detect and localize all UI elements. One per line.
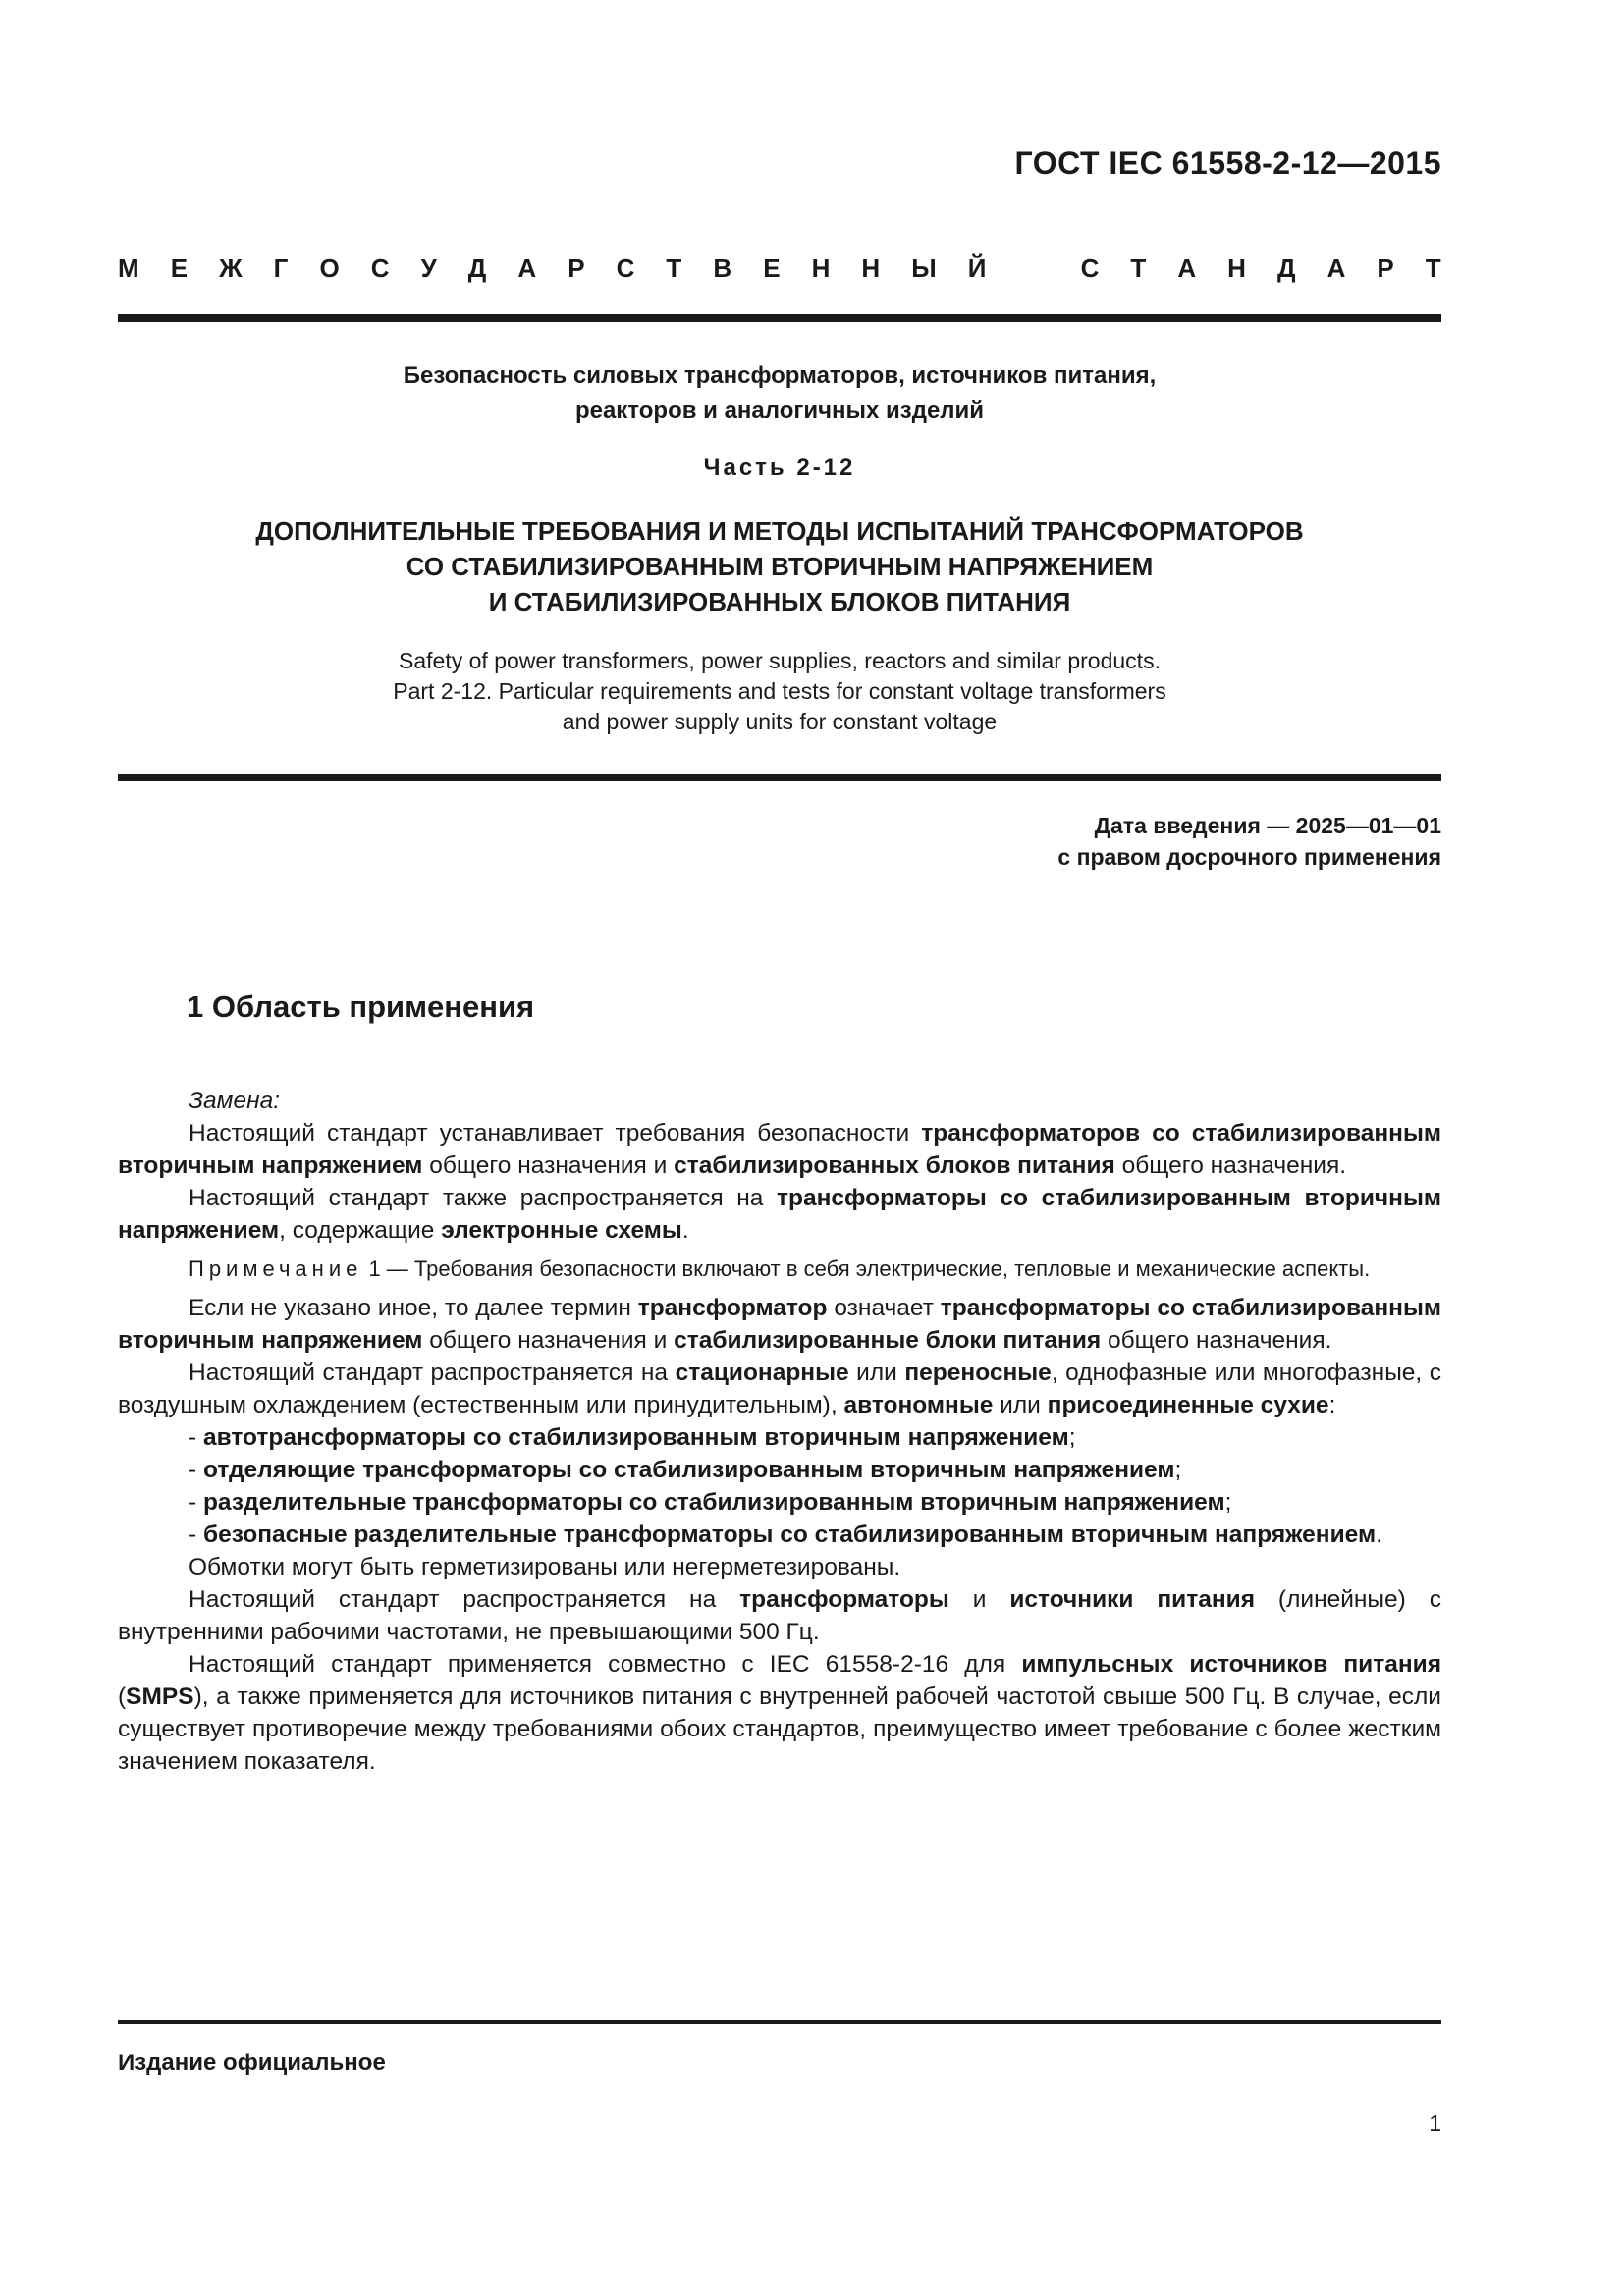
heading-letter: А: [1326, 253, 1346, 283]
heading-letter: Е: [170, 253, 189, 283]
paragraph: Обмотки могут быть герметизированы или негерметезированы.: [189, 1554, 901, 1580]
russian-title-line: реакторов и аналогичных изделий: [574, 398, 985, 424]
list-item: - отделяющие трансформаторы со стабилизированным вторичным напряжением;: [189, 1457, 1182, 1483]
heading-letter: У: [420, 253, 437, 283]
heading-letter: Н: [861, 253, 881, 283]
heading-letter: Ж: [219, 253, 243, 283]
interstate-standard-heading: [118, 253, 1441, 284]
note-label: Примечание: [189, 1256, 363, 1281]
section-heading: 1 Область применения: [187, 989, 535, 1024]
date-line: Дата введения — 2025—01—01: [1094, 813, 1441, 838]
paragraph: Настоящий стандарт устанавливает требования безопасности трансформаторов со стабилизированным вторичным напряжением общего назначения и стабилизированных блоков питания общего назначения.: [118, 1120, 1442, 1179]
replace-label: Замена:: [189, 1088, 280, 1114]
heading-letter: Р: [568, 253, 585, 283]
note: Примечание 1 — Требования безопасности включают в себя электрические, тепловые и механические аспекты.: [189, 1256, 1371, 1281]
russian-title: [118, 358, 1441, 429]
list-item: - автотрансформаторы со стабилизированным вторичным напряжением;: [189, 1424, 1076, 1451]
list-item: - разделительные трансформаторы со стабилизированным вторичным напряжением;: [189, 1489, 1232, 1516]
heading-letter: А: [517, 253, 537, 283]
page-number: 1: [1429, 2110, 1441, 2136]
heading-letter: Ы: [911, 253, 937, 283]
heading-letter: Т: [1425, 253, 1441, 283]
body-text: [118, 1085, 1441, 1778]
main-title: [118, 513, 1441, 619]
main-title-line: ДОПОЛНИТЕЛЬНЫЕ ТРЕБОВАНИЯ И МЕТОДЫ ИСПЫТАНИЙ ТРАНСФОРМАТОРОВ: [255, 516, 1304, 546]
official-edition-label: Издание официальное: [118, 2050, 386, 2076]
heading-letter: Т: [1130, 253, 1147, 283]
paragraph: Настоящий стандарт распространяется на трансформаторы и источники питания (линейные) с внутренними рабочими частотами, не превышающими 500 Гц.: [118, 1586, 1441, 1645]
standard-code: ГОСТ IEC 61558-2-12—2015: [1014, 145, 1441, 181]
date-line: с правом досрочного применения: [1057, 844, 1441, 870]
title-rule: [118, 774, 1441, 781]
main-title-line: И СТАБИЛИЗИРОВАННЫХ БЛОКОВ ПИТАНИЯ: [488, 587, 1071, 616]
header-rule: [118, 314, 1441, 322]
paragraph: Настоящий стандарт также распространяется на трансформаторы со стабилизированным вторичным напряжением, содержащие электронные схемы.: [118, 1185, 1441, 1244]
english-title-line: and power supply units for constant voltage: [562, 709, 998, 734]
english-title: [118, 646, 1441, 737]
heading-letter: А: [1177, 253, 1197, 283]
heading-letter: Т: [666, 253, 682, 283]
heading-letter: Е: [763, 253, 781, 283]
main-title-line: СО СТАБИЛИЗИРОВАННЫМ ВТОРИЧНЫМ НАПРЯЖЕНИЕМ: [406, 552, 1154, 581]
part-label: Часть 2-12: [703, 454, 856, 481]
heading-letter: О: [319, 253, 340, 283]
heading-letter: Г: [273, 253, 289, 283]
english-title-line: Safety of power transformers, power supplies, reactors and similar products.: [399, 648, 1161, 673]
heading-letter: Р: [1377, 253, 1394, 283]
heading-letter: М: [118, 253, 139, 283]
heading-letter: Й: [967, 253, 987, 283]
list-item: - безопасные разделительные трансформаторы со стабилизированным вторичным напряжением.: [189, 1522, 1382, 1548]
heading-letter: С: [370, 253, 390, 283]
heading-letter: Н: [811, 253, 831, 283]
russian-title-line: Безопасность силовых трансформаторов, источников питания,: [403, 362, 1157, 389]
heading-letter: В: [713, 253, 732, 283]
introduction-date: [1057, 810, 1441, 873]
paragraph: Настоящий стандарт применяется совместно с IEC 61558-2-16 для импульсных источников питания (SMPS), а также применяется для источников питания с внутренней рабочей частотой свыше 500 Гц. В случае, если существует противоречие между требованиями обоих стандартов, преимущество имеет требование с более жестким значением показателя.: [118, 1651, 1441, 1775]
heading-letter: Д: [1277, 253, 1296, 283]
paragraph: Если не указано иное, то далее термин трансформатор означает трансформаторы со стабилизированным вторичным напряжением общего назначения и стабилизированные блоки питания общего назначения.: [118, 1295, 1441, 1354]
paragraph: Настоящий стандарт распространяется на стационарные или переносные, однофазные или многофазные, с воздушным охлаждением (естественным или принудительным), автономные или присоединенные сухие:: [118, 1360, 1442, 1418]
heading-letter: С: [1080, 253, 1100, 283]
heading-letter: Н: [1227, 253, 1246, 283]
heading-letter: С: [616, 253, 635, 283]
english-title-line: Part 2-12. Particular requirements and tests for constant voltage transformers: [393, 678, 1166, 704]
footer-rule: [118, 2020, 1441, 2024]
heading-letter: Д: [467, 253, 487, 283]
